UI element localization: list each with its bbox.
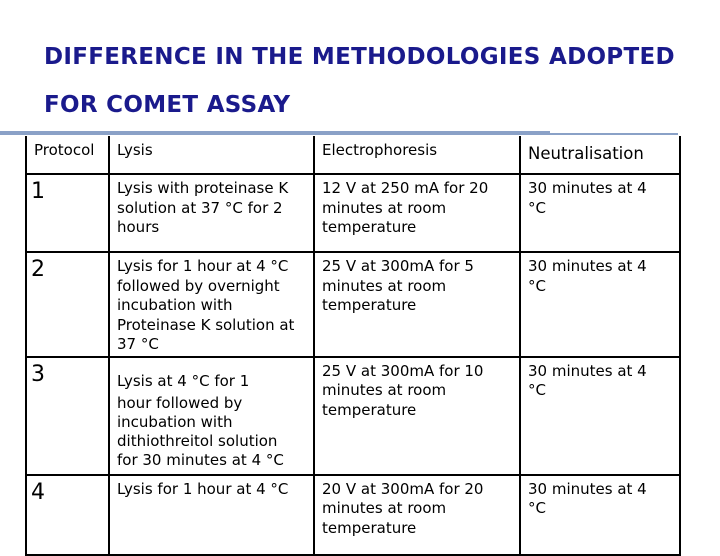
protocol-number: 3 <box>26 357 109 475</box>
lysis-cell <box>109 174 314 252</box>
protocol-number: 1 <box>26 174 109 252</box>
cell-line: 30 minutes at 4 <box>528 479 647 498</box>
cell-line: 25 V at 300mA for 5 <box>322 257 474 275</box>
neutralisation-cell <box>520 252 680 357</box>
table-row <box>26 357 680 475</box>
lysis-cell <box>109 475 314 555</box>
cell-line: temperature <box>322 518 417 537</box>
cell-line: °C <box>528 381 546 399</box>
neutralisation-cell <box>520 357 680 475</box>
cell-line: °C <box>528 276 546 295</box>
neutralisation-cell <box>520 475 680 555</box>
cell-line: solution at 37 °C for 2 <box>117 198 283 217</box>
cell-line: incubation with <box>117 412 233 431</box>
cell-line: minutes at room <box>322 381 447 399</box>
cell-line: temperature <box>322 296 417 314</box>
cell-line: 25 V at 300mA for 10 <box>322 361 484 380</box>
table-row <box>26 174 680 252</box>
table-row <box>26 475 680 555</box>
cell-line: 30 minutes at 4 <box>528 179 647 197</box>
protocol-number: 2 <box>26 252 109 357</box>
cell-line: °C <box>528 499 546 517</box>
electrophoresis-cell <box>314 252 520 357</box>
cell-line: for 30 minutes at 4 °C <box>117 450 284 469</box>
cell-line: hour followed by <box>117 393 243 412</box>
header-neutralisation: Neutralisation <box>520 136 680 174</box>
lysis-cell <box>109 357 314 475</box>
electrophoresis-cell <box>314 357 520 475</box>
table-header-row <box>26 136 680 174</box>
slide-title-line-1: DIFFERENCE IN THE METHODOLOGIES ADOPTED <box>44 44 675 70</box>
cell-line: Lysis for 1 hour at 4 °C <box>117 257 289 275</box>
cell-line: Proteinase K solution at <box>117 315 295 334</box>
header-electrophoresis: Electrophoresis <box>314 136 520 174</box>
protocol-number: 4 <box>26 475 109 555</box>
methodology-table <box>25 136 681 556</box>
electrophoresis-cell <box>314 475 520 555</box>
title-underline <box>0 131 550 135</box>
cell-line: 30 minutes at 4 <box>528 257 647 275</box>
cell-line: minutes at room <box>322 198 447 217</box>
cell-line: 37 °C <box>117 335 159 353</box>
cell-line: hours <box>117 218 160 236</box>
cell-line: 20 V at 300mA for 20 <box>322 479 484 498</box>
electrophoresis-cell <box>314 174 520 252</box>
title-underline-extension <box>548 133 678 135</box>
header-lysis: Lysis <box>109 136 314 174</box>
cell-line: dithiothreitol solution <box>117 431 278 450</box>
lysis-cell <box>109 252 314 357</box>
header-protocol: Protocol <box>26 136 109 174</box>
cell-line: minutes at room <box>322 499 447 517</box>
table-row <box>26 252 680 357</box>
cell-line: incubation with <box>117 296 233 314</box>
cell-line: Lysis with proteinase K <box>117 179 289 197</box>
neutralisation-cell <box>520 174 680 252</box>
slide-title-line-2: FOR COMET ASSAY <box>44 92 291 118</box>
cell-line: °C <box>528 198 546 217</box>
cell-line: temperature <box>322 400 417 419</box>
cell-line: followed by overnight <box>117 276 280 295</box>
cell-line: Lysis at 4 °C for 1 <box>117 371 250 390</box>
cell-line: minutes at room <box>322 276 447 295</box>
cell-line: Lysis for 1 hour at 4 °C <box>117 479 289 498</box>
cell-line: 12 V at 250 mA for 20 <box>322 179 489 197</box>
cell-line: 30 minutes at 4 <box>528 361 647 380</box>
cell-line: temperature <box>322 218 417 236</box>
